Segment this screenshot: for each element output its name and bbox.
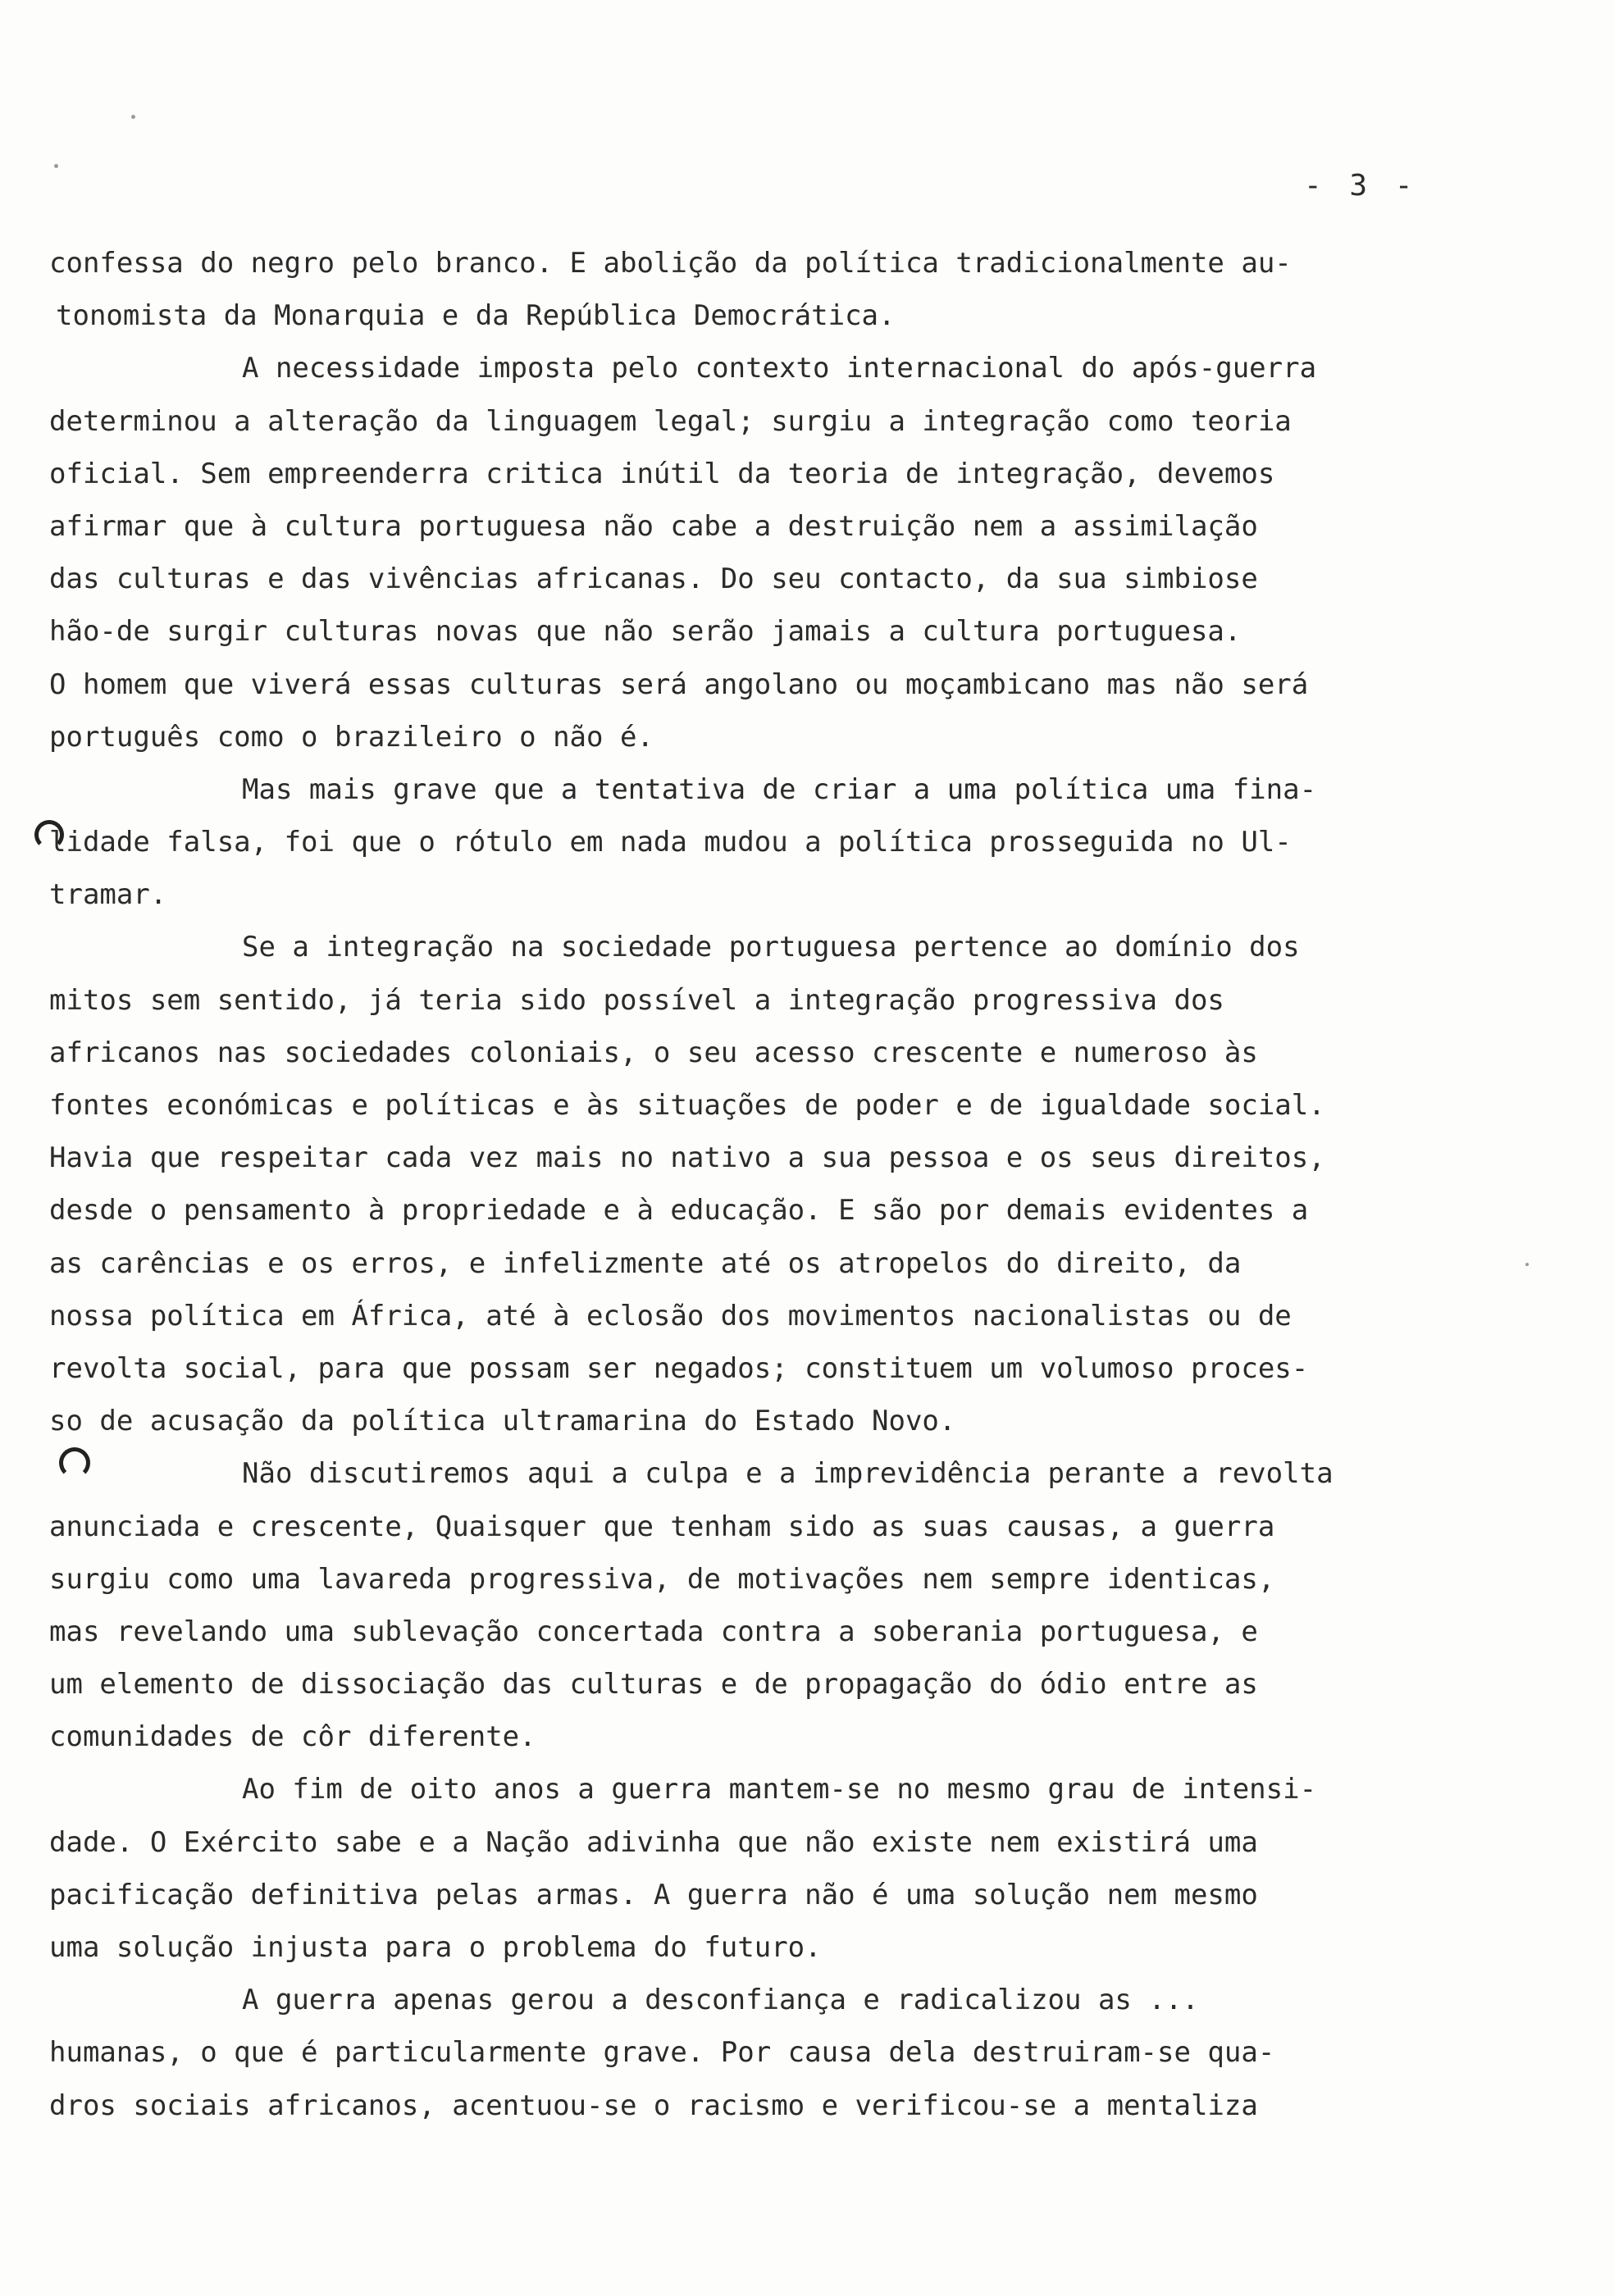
text-line: surgiu como uma lavareda progressiva, de motivações nem sempre identicas, — [49, 1562, 1275, 1596]
text-line: tramar. — [49, 878, 167, 912]
text-line: as carências e os erros, e infelizmente até os atropelos do direito, da — [49, 1246, 1242, 1280]
text-line: confessa do negro pelo branco. E abolição da política tradicionalmente au- — [49, 247, 1292, 280]
text-line: tonomista da Monarquia e da República Democrática. — [56, 299, 896, 333]
scan-speck — [131, 115, 135, 119]
text-line: hão-de surgir culturas novas que não serão jamais a cultura portuguesa. — [49, 615, 1242, 649]
text-line: anunciada e crescente, Quaisquer que tenham sido as suas causas, a guerra — [49, 1510, 1275, 1543]
page-number: - 3 - — [1304, 169, 1418, 203]
scan-speck — [54, 164, 58, 168]
text-line: oficial. Sem empreenderra critica inútil da teoria de integração, devemos — [49, 457, 1275, 490]
text-line: dros sociais africanos, acentuou-se o racismo e verificou-se a mentaliza — [49, 2089, 1258, 2122]
text-line: pacificação definitiva pelas armas. A guerra não é uma solução nem mesmo — [49, 1878, 1258, 1911]
text-line: desde o pensamento à propriedade e à educação. E são por demais evidentes a — [49, 1194, 1309, 1228]
text-line: so de acusação da política ultramarina do Estado Novo. — [49, 1405, 956, 1438]
scan-speck — [1525, 1263, 1529, 1266]
text-line: africanos nas sociedades coloniais, o seu acesso crescente e numeroso às — [49, 1036, 1258, 1069]
text-line: Mas mais grave que a tentativa de criar a uma política uma fina- — [242, 772, 1317, 806]
text-line: português como o brazileiro o não é. — [49, 720, 654, 754]
text-line: A guerra apenas gerou a desconfiança e radicalizou as ... — [242, 1984, 1199, 2017]
text-line: O homem que viverá essas culturas será angolano ou moçambicano mas não será — [49, 667, 1309, 701]
text-line: A necessidade imposta pelo contexto internacional do após-guerra — [242, 352, 1317, 385]
text-line: dade. O Exército sabe e a Nação adivinha que não existe nem existirá uma — [49, 1825, 1258, 1859]
text-line: nossa política em África, até à eclosão dos movimentos nacionalistas ou de — [49, 1299, 1292, 1332]
text-line: Se a integração na sociedade portuguesa pertence ao domínio dos — [242, 931, 1300, 964]
text-line: Ao fim de oito anos a guerra mantem-se no mesmo grau de intensi- — [242, 1773, 1317, 1806]
text-line: comunidades de côr diferente. — [49, 1720, 536, 1754]
text-line: lidade falsa, foi que o rótulo em nada mudou a política prosseguida no Ul- — [49, 826, 1292, 859]
text-line: Não discutiremos aqui a culpa e a imprevidência perante a revolta — [242, 1457, 1334, 1491]
text-line: das culturas e das vivências africanas. Do seu contacto, da sua simbiose — [49, 563, 1258, 596]
text-line: mitos sem sentido, já teria sido possível a integração progressiva dos — [49, 983, 1224, 1017]
text-line: afirmar que à cultura portuguesa não cabe a destruição nem a assimilação — [49, 509, 1258, 543]
body-text — [49, 237, 1525, 2132]
text-line: revolta social, para que possam ser negados; constituem um volumoso proces- — [49, 1351, 1309, 1385]
text-line: fontes económicas e políticas e às situações de poder e de igualdade social. — [49, 1089, 1325, 1122]
text-line: Havia que respeitar cada vez mais no nativo a sua pessoa e os seus direitos, — [49, 1141, 1325, 1175]
text-line: uma solução injusta para o problema do futuro. — [49, 1931, 822, 1964]
text-line: mas revelando uma sublevação concertada contra a soberania portuguesa, e — [49, 1615, 1258, 1648]
text-line: um elemento de dissociação das culturas e de propagação do ódio entre as — [49, 1668, 1258, 1702]
text-line: humanas, o que é particularmente grave. Por causa dela destruiram-se qua- — [49, 2036, 1275, 2070]
text-line: determinou a alteração da linguagem legal; surgiu a integração como teoria — [49, 404, 1292, 438]
